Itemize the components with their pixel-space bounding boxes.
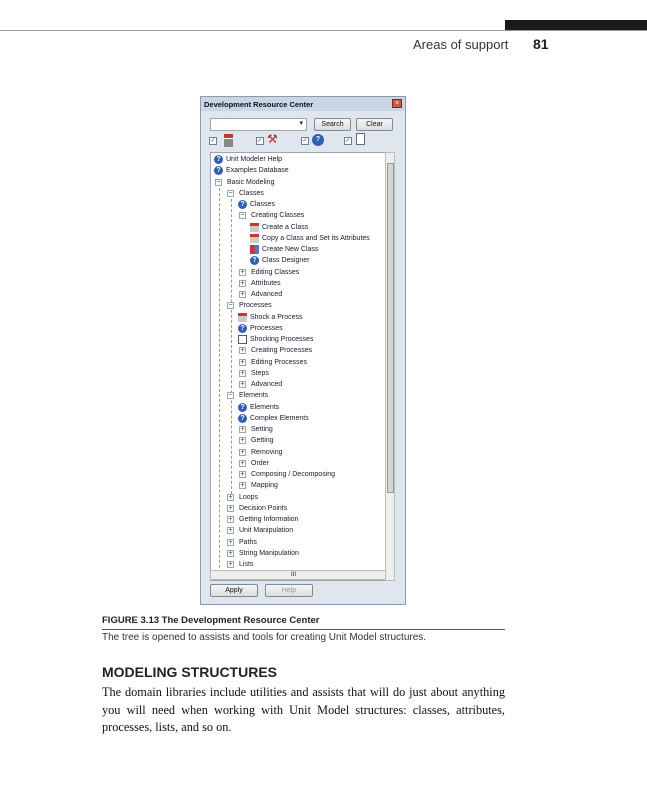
class-icon bbox=[238, 313, 247, 322]
expand-icon[interactable]: + bbox=[240, 347, 245, 355]
help-icon: ? bbox=[214, 166, 223, 175]
scroll-grip[interactable]: III bbox=[291, 572, 297, 578]
filter-help-checkbox[interactable]: ✓ bbox=[302, 138, 308, 144]
expand-icon[interactable]: + bbox=[240, 358, 245, 366]
collapse-icon[interactable]: − bbox=[228, 189, 233, 197]
header-bar bbox=[505, 20, 647, 30]
tree-item-label: Elements bbox=[250, 403, 280, 411]
expand-icon[interactable]: + bbox=[240, 426, 245, 433]
expand-icon[interactable]: + bbox=[240, 437, 245, 445]
scroll-thumb[interactable] bbox=[387, 163, 394, 493]
resource-tree[interactable] bbox=[210, 152, 395, 581]
tree-item-label: Class Designer bbox=[262, 257, 310, 265]
expand-icon[interactable]: + bbox=[228, 549, 233, 557]
tree-item-label: Unit Manipulation bbox=[239, 527, 294, 535]
expand-icon[interactable]: + bbox=[228, 516, 233, 523]
figure-label: FIGURE 3.13 The Development Resource Center bbox=[102, 615, 320, 626]
tree-item-label: Processes bbox=[250, 324, 283, 332]
tree-guide-line bbox=[231, 199, 232, 499]
running-title: Areas of support bbox=[413, 37, 509, 52]
close-icon[interactable]: × bbox=[392, 99, 402, 108]
body-paragraph: The domain libraries include utilities and assists that will do just about anything you will need when working with Unit Model structures: classes, attributes, processes, lists, and so on. bbox=[102, 685, 505, 734]
search-button[interactable]: Search bbox=[314, 118, 351, 131]
expand-icon[interactable]: + bbox=[228, 504, 233, 512]
chevron-down-icon[interactable]: ▾ bbox=[299, 120, 303, 127]
tree-item-label: Processes bbox=[239, 302, 272, 310]
vertical-scrollbar[interactable] bbox=[385, 152, 395, 581]
tree-item-label: Order bbox=[251, 459, 269, 467]
tree-item-label: Mapping bbox=[251, 482, 278, 490]
tree-item-label: Setting bbox=[251, 426, 273, 433]
development-resource-center-dialog bbox=[200, 96, 406, 605]
document-icon bbox=[238, 335, 247, 344]
expand-icon[interactable]: + bbox=[228, 527, 233, 535]
tree-item-label: String Manipulation bbox=[239, 549, 299, 557]
class-icon bbox=[224, 134, 233, 147]
tree-item-label: Examples Database bbox=[226, 167, 289, 175]
tree-item-label: Steps bbox=[251, 369, 269, 377]
tree-item-label: Lists bbox=[239, 561, 254, 568]
filter-document-checkbox[interactable]: ✓ bbox=[345, 138, 351, 144]
clear-button[interactable]: Clear bbox=[356, 118, 393, 131]
class-icon bbox=[250, 223, 259, 232]
tree-item-label: Classes bbox=[239, 189, 264, 197]
expand-icon[interactable]: + bbox=[240, 459, 245, 467]
apply-button[interactable]: Apply bbox=[210, 584, 258, 597]
help-icon: ? bbox=[250, 256, 259, 265]
help-icon: ? bbox=[238, 200, 247, 209]
expand-icon[interactable]: + bbox=[240, 268, 245, 276]
tree-item-label: Removing bbox=[251, 448, 283, 456]
expand-icon[interactable]: + bbox=[240, 381, 245, 388]
tree-item-label: Composing / Decomposing bbox=[251, 471, 336, 478]
figure-caption: The tree is opened to assists and tools for creating Unit Model structures. bbox=[102, 632, 427, 643]
help-icon: ? bbox=[238, 324, 247, 333]
tree-item-label: Create New Class bbox=[262, 246, 319, 253]
tree-item-label: Attributes bbox=[251, 279, 281, 287]
section-heading: MODELING STRUCTURES bbox=[102, 664, 277, 680]
header-rule bbox=[0, 30, 647, 31]
tree-item-label: Decision Points bbox=[239, 504, 288, 512]
help-icon: ? bbox=[312, 134, 324, 146]
tree-item-label: Create a Class bbox=[262, 223, 309, 231]
expand-icon[interactable]: + bbox=[240, 369, 245, 377]
expand-icon[interactable]: + bbox=[240, 471, 245, 478]
expand-icon[interactable]: + bbox=[228, 538, 233, 546]
document-icon bbox=[356, 133, 365, 145]
filter-class-checkbox[interactable]: ✓ bbox=[210, 138, 216, 144]
tree-item-label: Shock a Process bbox=[250, 313, 303, 321]
help-button[interactable]: Help bbox=[265, 584, 313, 597]
expand-icon[interactable]: + bbox=[228, 493, 233, 501]
tree-item-label: Advanced bbox=[251, 291, 283, 298]
tree-item-label: Classes bbox=[250, 201, 275, 208]
caption-rule bbox=[102, 629, 505, 630]
help-icon: ? bbox=[214, 155, 223, 164]
filter-tool-checkbox[interactable]: ✓ bbox=[257, 138, 263, 144]
tree-item-label: Getting Information bbox=[239, 516, 299, 523]
tree-guide-line bbox=[219, 188, 220, 581]
expand-icon[interactable]: + bbox=[240, 279, 245, 287]
tree-item-label: Editing Classes bbox=[251, 268, 300, 276]
tree-item-label: Creating Processes bbox=[251, 347, 313, 355]
tree-item-label: Copy a Class and Set its Attributes bbox=[262, 234, 370, 242]
horizontal-scrollbar[interactable] bbox=[210, 570, 386, 580]
collapse-icon[interactable]: − bbox=[228, 392, 233, 400]
tree-item-label: Creating Classes bbox=[251, 212, 305, 220]
tree-item-label: Complex Elements bbox=[250, 414, 309, 422]
tree-item-label: Loops bbox=[239, 493, 259, 501]
tree-item-label: Unit Modeler Help bbox=[226, 156, 283, 163]
expand-icon[interactable]: + bbox=[228, 561, 233, 568]
tree-item-label: Advanced bbox=[251, 381, 283, 388]
expand-icon[interactable]: + bbox=[240, 482, 245, 490]
expand-icon[interactable]: + bbox=[240, 448, 245, 456]
tree-item-label: Paths bbox=[239, 538, 257, 546]
class-icon bbox=[250, 234, 259, 243]
collapse-icon[interactable]: − bbox=[240, 212, 245, 220]
tool-icon bbox=[250, 245, 259, 254]
tree-item-label: Elements bbox=[239, 392, 269, 400]
collapse-icon[interactable]: − bbox=[216, 178, 221, 186]
dialog-title: Development Resource Center bbox=[201, 97, 405, 111]
tree-item-label: Getting bbox=[251, 437, 274, 445]
collapse-icon[interactable]: − bbox=[228, 302, 233, 310]
tree-item-label: Shocking Processes bbox=[250, 336, 314, 343]
expand-icon[interactable]: + bbox=[240, 291, 245, 298]
search-combo[interactable] bbox=[210, 118, 307, 131]
page-number: 81 bbox=[533, 36, 549, 52]
help-icon: ? bbox=[238, 403, 247, 412]
help-icon: ? bbox=[238, 414, 247, 423]
tree-item-label: Editing Processes bbox=[251, 358, 308, 366]
hammer-icon: ⚒ bbox=[267, 132, 278, 146]
tree-item-label: Basic Modeling bbox=[227, 178, 275, 186]
